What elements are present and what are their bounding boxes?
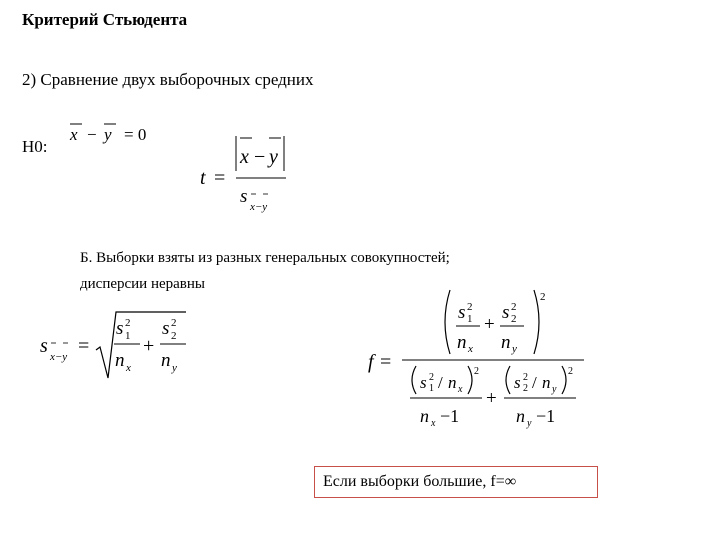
large-sample-note-box: Если выборки большие, f=∞ — [314, 466, 598, 498]
svg-text:n: n — [501, 332, 511, 353]
svg-text:n: n — [420, 406, 429, 426]
svg-text:2: 2 — [171, 330, 177, 342]
svg-text:x: x — [240, 146, 249, 168]
svg-text:2: 2 — [429, 372, 434, 383]
svg-text:2: 2 — [511, 313, 517, 325]
svg-text:n: n — [115, 350, 125, 371]
svg-text:2: 2 — [125, 317, 131, 329]
svg-text:2: 2 — [171, 317, 177, 329]
svg-text:y: y — [104, 125, 112, 144]
svg-text:s: s — [514, 373, 521, 392]
svg-text:2: 2 — [474, 366, 479, 377]
svg-text:x: x — [126, 362, 131, 374]
svg-text:= 0: = 0 — [124, 125, 147, 144]
svg-text:x: x — [431, 418, 436, 429]
svg-text:/: / — [532, 373, 537, 392]
slide-title: Критерий Стьюдента — [22, 10, 188, 29]
svg-text:y: y — [527, 418, 532, 429]
h0-equation — [66, 116, 156, 156]
svg-text:s: s — [420, 373, 427, 392]
svg-text:t: t — [200, 167, 206, 189]
svg-text:x−y: x−y — [50, 351, 68, 363]
svg-text:s: s — [502, 302, 510, 323]
svg-text:+: + — [486, 388, 497, 409]
svg-text:s: s — [116, 318, 124, 339]
svg-text:+: + — [143, 335, 155, 357]
svg-text:y: y — [269, 146, 278, 168]
svg-text:n: n — [448, 373, 457, 392]
svg-text:2: 2 — [523, 372, 528, 383]
svg-text:2: 2 — [568, 366, 573, 377]
svg-text:x: x — [70, 125, 78, 144]
svg-text:−1: −1 — [440, 406, 460, 426]
svg-text:n: n — [542, 373, 551, 392]
svg-text:1: 1 — [429, 383, 434, 394]
svg-text:n: n — [516, 406, 525, 426]
svg-text:2: 2 — [540, 291, 546, 303]
svg-text:s: s — [458, 302, 466, 323]
case-description-line2: дисперсии неравны — [80, 276, 205, 292]
svg-text:/: / — [438, 373, 443, 392]
svg-text:2: 2 — [467, 301, 473, 313]
svg-text:x: x — [458, 384, 463, 395]
svg-text:−1: −1 — [536, 406, 556, 426]
svg-text:f: f — [368, 351, 374, 373]
svg-text:1: 1 — [125, 330, 131, 342]
svg-text:y: y — [172, 362, 177, 374]
svg-text:y: y — [552, 384, 557, 395]
svg-text:s: s — [240, 186, 248, 207]
svg-text:s: s — [162, 318, 170, 339]
svg-text:=: = — [380, 351, 392, 373]
svg-text:1: 1 — [467, 313, 473, 325]
svg-text:x−y: x−y — [250, 201, 268, 213]
svg-text:n: n — [457, 332, 467, 353]
t-statistic-formula — [196, 128, 306, 218]
degrees-of-freedom-formula — [364, 284, 604, 440]
svg-text:2: 2 — [523, 383, 528, 394]
svg-text:2: 2 — [511, 301, 517, 313]
standard-error-formula — [36, 306, 196, 386]
svg-text:−: − — [87, 125, 97, 144]
svg-text:n: n — [161, 350, 171, 371]
svg-text:+: + — [484, 314, 495, 335]
case-description-line1: Б. Выборки взяты из разных генеральных совокупностей; — [80, 250, 450, 266]
svg-text:y: y — [512, 343, 517, 355]
svg-text:−: − — [254, 146, 266, 168]
slide-subtitle: 2) Сравнение двух выборочных средних — [22, 70, 314, 89]
svg-text:s: s — [40, 335, 48, 357]
svg-text:=: = — [78, 335, 90, 357]
svg-text:x: x — [468, 343, 473, 355]
svg-text:=: = — [214, 167, 226, 189]
h0-label: H0: — [22, 137, 48, 156]
